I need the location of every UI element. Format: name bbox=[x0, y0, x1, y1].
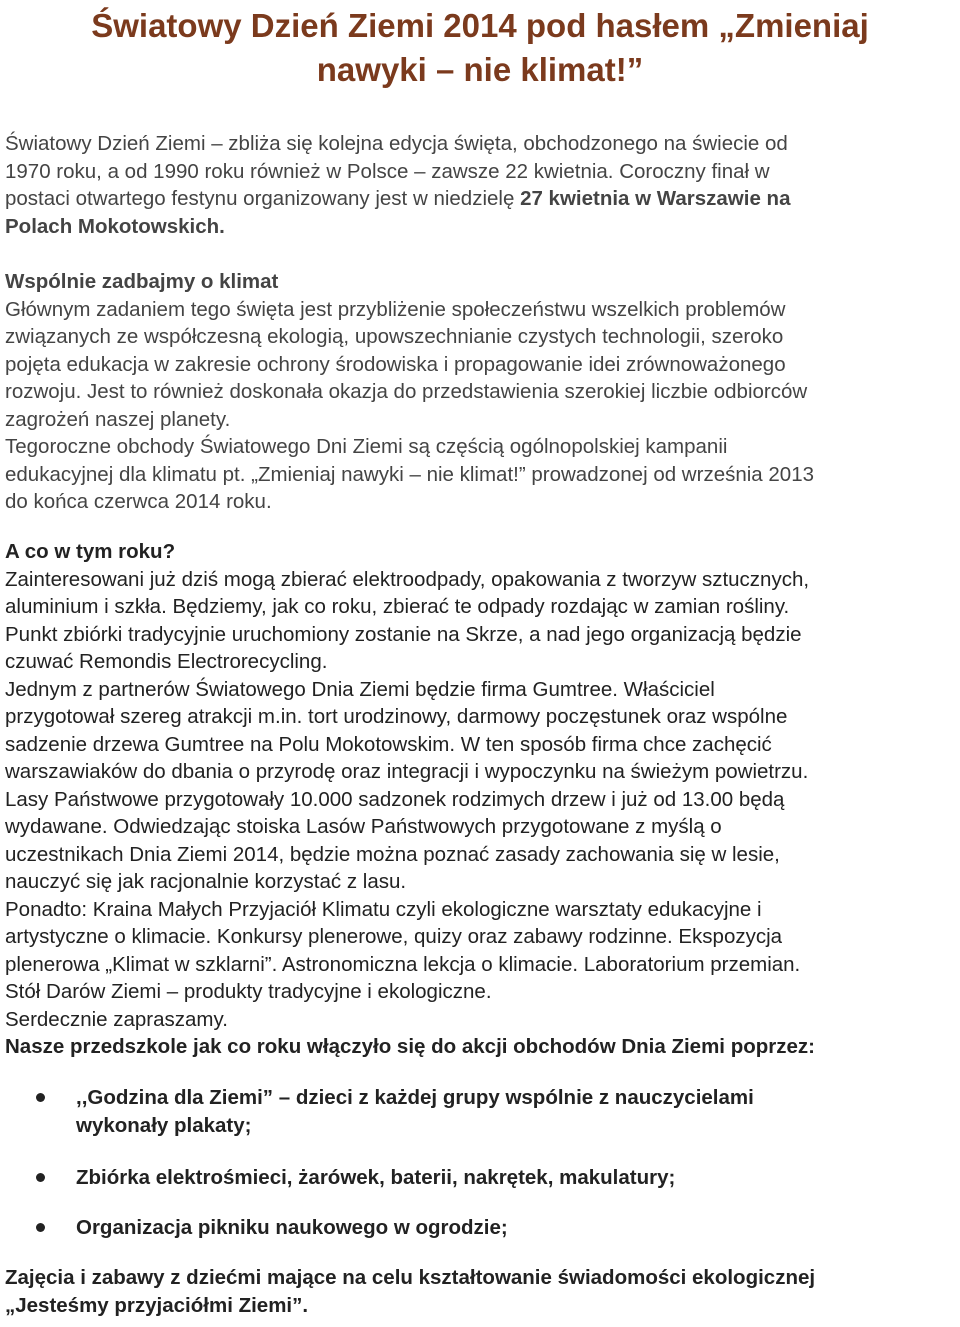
closing-line: „Jesteśmy przyjaciółmi Ziemi”. bbox=[5, 1293, 309, 1317]
paragraph-line: Tegoroczne obchody Światowego Dni Ziemi są częścią ogólnopolskiej kampanii bbox=[5, 435, 728, 458]
title-line-2: nawyki – nie klimat!” bbox=[316, 51, 644, 88]
paragraph-line: wydawane. Odwiedzając stoiska Lasów Państwowych przygotowane z myślą o bbox=[5, 815, 722, 838]
paragraph-line: edukacyjnej dla klimatu pt. „Zmieniaj nawyki – nie klimat!” prowadzonej od września 2013 bbox=[5, 462, 814, 486]
list-item-line: Organizacja pikniku naukowego w ogrodzie; bbox=[76, 1216, 508, 1239]
paragraph-line: zagrożeń naszej planety. bbox=[5, 407, 231, 431]
list-item-line: wykonały plakaty; bbox=[76, 1114, 252, 1137]
event-location: Polach Mokotowskich. bbox=[5, 214, 225, 238]
intro-line: Światowy Dzień Ziemi – zbliża się kolejna edycja święta, obchodzonego na świecie od bbox=[5, 132, 788, 155]
paragraph-line: pojęta edukacja w zakresie ochrony środowiska i propagowanie idei zrównoważonego bbox=[5, 352, 786, 376]
list-item-text bbox=[76, 1164, 936, 1192]
paragraph-line: Punkt zbiórki tradycyjnie uruchomiony zostanie na Skrze, a nad jego organizacją będzie bbox=[5, 622, 802, 646]
paragraph-line: przygotował szereg atrakcji m.in. tort urodzinowy, darmowy poczęstunek oraz wspólne bbox=[5, 705, 788, 728]
paragraph-line: rozwoju. Jest to również doskonała okazja do przedstawienia szerokiej liczbie odbiorców bbox=[5, 380, 808, 403]
paragraph-line: sadzenie drzewa Gumtree na Polu Mokotowskim. W ten sposób firma chce zachęcić bbox=[5, 732, 772, 756]
paragraph-line: Ponadto: Kraina Małych Przyjaciół Klimatu czyli ekologiczne warsztaty edukacyjne i bbox=[5, 897, 762, 921]
paragraph-line: związanych ze współczesną ekologią, upowszechnianie czystych technologii, szeroko bbox=[5, 325, 784, 348]
paragraph-line: czuwać Remondis Electrorecycling. bbox=[5, 650, 328, 673]
bullet-icon bbox=[36, 1223, 45, 1232]
paragraph-line: nauczyć się jak racjonalnie korzystać z lasu. bbox=[5, 870, 407, 893]
list-item-line: Zbiórka elektrośmieci, żarówek, baterii, nakrętek, makulatury; bbox=[76, 1166, 676, 1189]
closing-line: Zajęcia i zabawy z dziećmi mające na celu kształtowanie świadomości ekologicznej bbox=[5, 1266, 816, 1289]
intro-paragraph bbox=[5, 130, 955, 240]
intro-line: 1970 roku, a od 1990 roku również w Polsce – zawsze 22 kwietnia. Coroczny finał w bbox=[5, 159, 770, 183]
section-heading: Wspólnie zadbajmy o klimat bbox=[5, 270, 279, 293]
intro-text: postaci otwartego festynu organizowany jest w niedzielę bbox=[5, 187, 521, 210]
closing-paragraph bbox=[5, 1264, 955, 1319]
paragraph-line: Serdecznie zapraszamy. bbox=[5, 1007, 228, 1031]
paragraph-line: Zainteresowani już dziś mogą zbierać elektroodpady, opakowania z tworzyw sztucznych, bbox=[5, 567, 810, 591]
paragraph-line: warszawiaków do dbania o przyrodę oraz integracji i wypoczynku na świeżym powietrzu. bbox=[5, 760, 809, 783]
paragraph-line: artystyczne o klimacie. Konkursy plenerowe, quizy oraz zabawy rodzinne. Ekspozycja bbox=[5, 925, 783, 948]
paragraph-line: Lasy Państwowe przygotowały 10.000 sadzonek rodzimych drzew i już od 13.00 będą bbox=[5, 787, 785, 811]
bullet-icon bbox=[36, 1173, 45, 1182]
paragraph-line: aluminium i szkła. Będziemy, jak co roku, zbierać te odpady rozdając w zamian rośliny. bbox=[5, 595, 790, 618]
event-date-location: 27 kwietnia w Warszawie na bbox=[520, 187, 791, 210]
paragraph-line: do końca czerwca 2014 roku. bbox=[5, 490, 272, 513]
list-item-text bbox=[76, 1214, 936, 1242]
list-item-line: ,,Godzina dla Ziemi” – dzieci z każdej grupy wspólnie z nauczycielami bbox=[76, 1086, 754, 1109]
title-line-1: Światowy Dzień Ziemi 2014 pod hasłem „Zmieniaj bbox=[91, 7, 869, 44]
section-heading: A co w tym roku? bbox=[5, 540, 176, 563]
intro-line bbox=[5, 185, 955, 213]
paragraph-line: uczestnikach Dnia Ziemi 2014, będzie można poznać zasady zachowania się w lesie, bbox=[5, 842, 780, 866]
paragraph-line: Stół Darów Ziemi – produkty tradycyjne i ekologiczne. bbox=[5, 980, 492, 1003]
preschool-heading: Nasze przedszkole jak co roku włączyło się do akcji obchodów Dnia Ziemi poprzez: bbox=[5, 1035, 815, 1058]
paragraph-line: Głównym zadaniem tego święta jest przybliżenie społeczeństwu wszelkich problemów bbox=[5, 297, 786, 321]
list-item-text bbox=[76, 1084, 936, 1140]
section-climate bbox=[5, 268, 955, 516]
paragraph-line: Jednym z partnerów Światowego Dnia Ziemi będzie firma Gumtree. Właściciel bbox=[5, 677, 715, 701]
section-this-year bbox=[5, 538, 955, 1061]
bullet-icon bbox=[36, 1093, 45, 1102]
page-title bbox=[0, 4, 960, 92]
paragraph-line: plenerowa „Klimat w szklarni”. Astronomiczna lekcja o klimacie. Laboratorium przemian. bbox=[5, 952, 801, 976]
